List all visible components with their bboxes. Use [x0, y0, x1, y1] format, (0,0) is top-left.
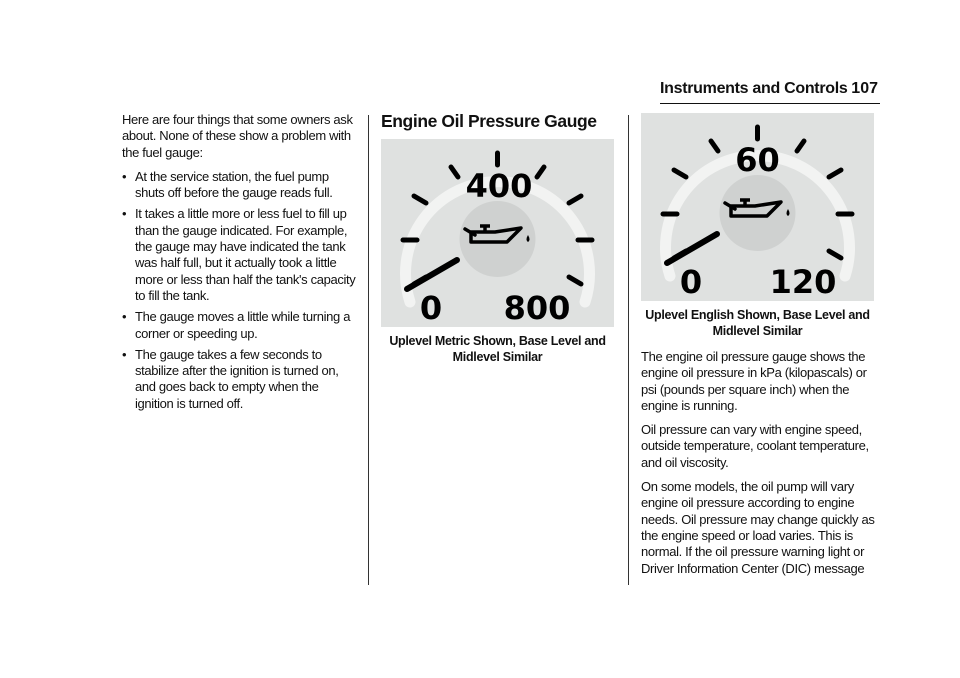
body-paragraph: The engine oil pressure gauge shows the engine oil pressure in kPa (kilopascals) or psi (pounds per square inch) when the engine is running. — [641, 349, 867, 413]
section-title: Instruments and Controls — [660, 80, 848, 97]
right-column-text — [641, 349, 876, 585]
gauge-tick — [797, 141, 804, 151]
intro-paragraph: Here are four things that some owners ask about. None of these show a problem with the fuel gauge: — [122, 112, 353, 160]
metric-figure-caption — [381, 333, 614, 365]
gauge-needle — [407, 260, 457, 289]
gauge-tick — [829, 170, 841, 177]
gauge-tick — [569, 196, 581, 203]
gauge-tick — [414, 196, 426, 203]
gauge-tick — [711, 141, 718, 151]
gauge-label-mid: 60 — [735, 141, 780, 179]
caption-line: Uplevel Metric Shown, Base Level and — [389, 334, 606, 348]
bullet-item: • It takes a little more or less fuel to fill up than the gauge indicated. For example, the gauge may have indicated the tank was half full, but it actually took a little more or less than half the tank's capacity to fill the tank. — [122, 206, 360, 304]
caption-line: Uplevel English Shown, Base Level and — [645, 308, 870, 322]
page-number: 107 — [851, 80, 878, 97]
english-figure-caption — [641, 307, 874, 339]
caption-line: Midlevel Similar — [452, 350, 543, 364]
gauge-needle — [667, 234, 717, 263]
gauge-tick — [674, 170, 686, 177]
gauge-tick — [829, 251, 841, 258]
gauge-tick — [537, 167, 544, 177]
column-divider — [628, 115, 629, 585]
header-rule — [660, 103, 880, 104]
left-column — [122, 112, 360, 417]
english-gauge-figure — [641, 113, 874, 301]
gauge-tick — [451, 167, 458, 177]
section-heading: Engine Oil Pressure Gauge — [381, 111, 597, 131]
page-header — [660, 80, 880, 104]
bullet-item: • At the service station, the fuel pump shuts off before the gauge reads full. — [122, 169, 360, 202]
gauge-label-max: 120 — [769, 263, 837, 301]
gauge-label-max: 800 — [503, 289, 571, 327]
body-paragraph: On some models, the oil pump will vary engine oil pressure according to engine needs. Oil pressure may change quickly as the engine speed or load varies. This is normal. If the oil pressure warning light or Driver Information Center (DIC) message — [641, 479, 875, 576]
metric-gauge-figure — [381, 139, 614, 327]
body-paragraph: Oil pressure can vary with engine speed, outside temperature, coolant temperature, and oil viscosity. — [641, 422, 869, 470]
gauge-label-mid: 400 — [465, 167, 533, 205]
gauge-label-min: 0 — [679, 263, 703, 301]
caption-line: Midlevel Similar — [712, 324, 803, 338]
bullet-list — [122, 169, 360, 412]
gauge-label-min: 0 — [419, 289, 443, 327]
bullet-item: • The gauge takes a few seconds to stabilize after the ignition is turned on, and goes back to empty when the ignition is turned off. — [122, 347, 360, 412]
gauge-tick — [569, 277, 581, 284]
column-divider — [368, 115, 369, 585]
bullet-item: • The gauge moves a little while turning a corner or speeding up. — [122, 309, 360, 342]
